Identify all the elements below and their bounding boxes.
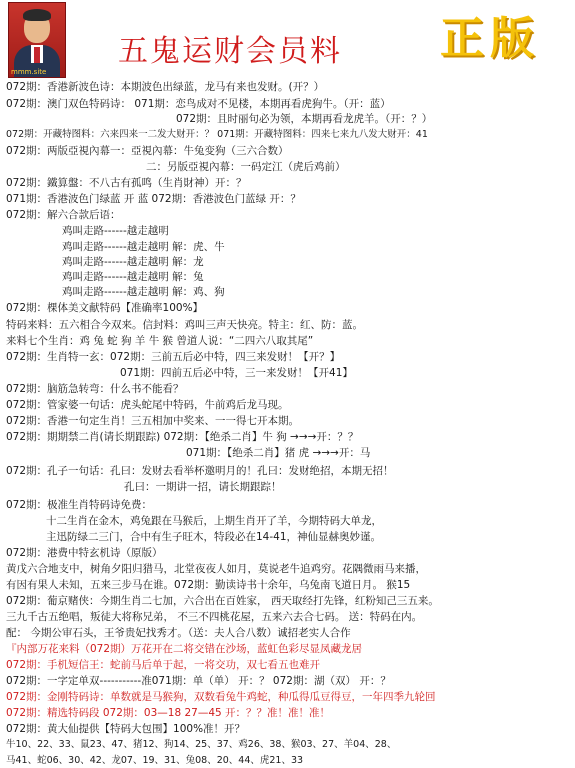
text-line: 072期：脑筋急转弯：什么书不能看？ (6, 383, 184, 395)
text-line: 072期：澳门双色特码诗： 071期：恋鸟成对不见楼，本期再看虎狗牛。（开：蓝） (6, 98, 391, 110)
text-line: 071期：四前五后必中特，三一来发财！【开41】 (120, 367, 353, 379)
text-line: 『内部万花来料（072期）万花开在二将交错在沙场，蓝虹色彩尽显凤藏龙居 (6, 643, 363, 655)
text-line: 特码来料：五六相合今双来。信封料：鸡叫三声天快亮。特主：红、防：蓝。 (6, 319, 363, 331)
text-line: 072期：金刚特码诗：单数就是马猴狗，双数看兔牛鸡蛇，种瓜得瓜豆得豆，一年四季九轮回 (6, 691, 436, 703)
text-line: 马41、蛇06、30、42、龙07、19、31、兔08、20、44、虎21、33 (6, 755, 304, 766)
text-line: 主迅防绿二三门，合中有生子旺木，特段必在14-41，神仙显赫奥妙谨。 (46, 531, 382, 543)
text-line: 072期：解六合款后语： (6, 209, 121, 221)
text-line: 072期：黄大仙提供【特码大包围】100%准！开？ (6, 723, 246, 735)
text-line: 二：另版亞視內幕：一码定江（虎后鸡前） (146, 161, 346, 173)
text-line: 072期：手机短信王：蛇前马后单于起，一将交功，双七看五也难开 (6, 659, 321, 671)
edition-badge: 正版 (440, 13, 540, 64)
text-line: 072期：葡京赌侠：今期生肖二七加，六合出在百姓家， 西天取经打先锋，红粉知己三五来。 (6, 595, 439, 607)
text-line: 072期：且时丽句必为领，本期再看龙虎羊。（开：？） (176, 113, 433, 125)
text-line: 072期：期期禁二肖(请长期跟踪) 072期：【绝杀二肖】牛 狗 →→→开：？？ (6, 431, 359, 443)
text-line: 来料七个生肖：鸡 兔 蛇 狗 羊 牛 猴 曾道人说：“二四六八取其尾” (6, 335, 314, 347)
text-line: 三九千古五绝唱，叛徒大将称兄弟， 不三不四桃花屋，五来六去合七码。 送：特码在内。 (6, 611, 423, 623)
text-line: 072期：极准生肖特码诗免费： (6, 499, 153, 511)
text-line: 鸡叫走路------越走越明 (62, 225, 169, 237)
text-line: 鸡叫走路------越走越明 解：兔 (62, 271, 204, 283)
text-line: 072期：两版亞視內幕一：亞視內幕：牛兔变狗（三六合数） (6, 145, 289, 157)
text-line: 072期：管家婆一句话：虎头蛇尾中特码，牛前鸡后龙马现。 (6, 399, 289, 411)
text-line: 十二生肖在金木，鸡兔跟在马猴后，上期生肖开了羊，今期特码大单龙， (46, 515, 382, 527)
text-line: 072期：港费中特玄机诗（原版） (6, 547, 163, 559)
text-line: 牛10、22、33、鼠23、47、猪12、狗14、25、37、鸡26、38、猴03、27、羊04、28、 (6, 739, 397, 750)
text-line: 鸡叫走路------越走越明 解：鸡、狗 (62, 286, 225, 298)
text-line: 孔曰：一期讲一招，请长期跟踪！ (124, 481, 282, 493)
page-title: 五鬼运财会员料 (118, 34, 342, 69)
text-line: 072期：棵体美文献特码【准确率100%】 (6, 302, 204, 314)
text-line: 鸡叫走路------越走越明 解：虎、牛 (62, 241, 225, 253)
photo-hair (23, 9, 51, 21)
text-line: 071期：【绝杀二肖】猪 虎 →→→开：马 (186, 447, 371, 459)
text-line: 配： 今期公审石头，王爷贵妃找秀才。（送：夫人合八数）诚招老实人合作 (6, 627, 351, 639)
text-line: 072期：香港新波色诗：本期波色出绿蓝，龙马有来也发财。(开？） (6, 81, 325, 93)
text-line: 072期：生肖特一玄：072期：三前五后必中特，四三来发财！【开？】 (6, 351, 341, 363)
text-line: 071期：香港波色门绿蓝 开 蓝 072期：香港波色门蓝绿 开：？ (6, 193, 301, 205)
text-line: 072期：孔子一句话：孔曰：发财去看举杯邀明月的！孔曰：发财绝招，本期无招！ (6, 465, 394, 477)
header (0, 0, 575, 80)
photo-tie (34, 47, 40, 63)
text-line: 有因有果人未知，五来三步马在谁。072期：勤读诗书十余年，乌兔南飞道日月。 猴15 (6, 579, 411, 591)
portrait-photo (8, 2, 66, 78)
text-line: 072期：鐵算盤：不八古有孤鸣（生肖財神）开：？ (6, 177, 247, 189)
text-line: 072期：开藏特图料：六来四来一二发大财开：？ 071期：开藏特图料：四来七来九八发大财开：41 (6, 129, 428, 140)
text-line: 072期：香港一句定生肖！三五相加中奖来、一一得七开本期。 (6, 415, 300, 427)
text-line: 鸡叫走路------越走越明 解：龙 (62, 256, 204, 268)
text-line: 072期：精选特码段 072期：03—18 27—45 开：？？准！准！准！ (6, 707, 331, 719)
text-line: 黄戊六合地支中，树角夕阳归猎马，北堂夜夜人如月，莫说老牛追鸡穷。花隅微雨马来播， (6, 563, 426, 575)
text-line: 072期：一字定单双-----------准071期：单（单） 开：？ 072期：湖（双） 开：？ (6, 675, 391, 687)
photo-caption: mmm.site (11, 68, 47, 76)
